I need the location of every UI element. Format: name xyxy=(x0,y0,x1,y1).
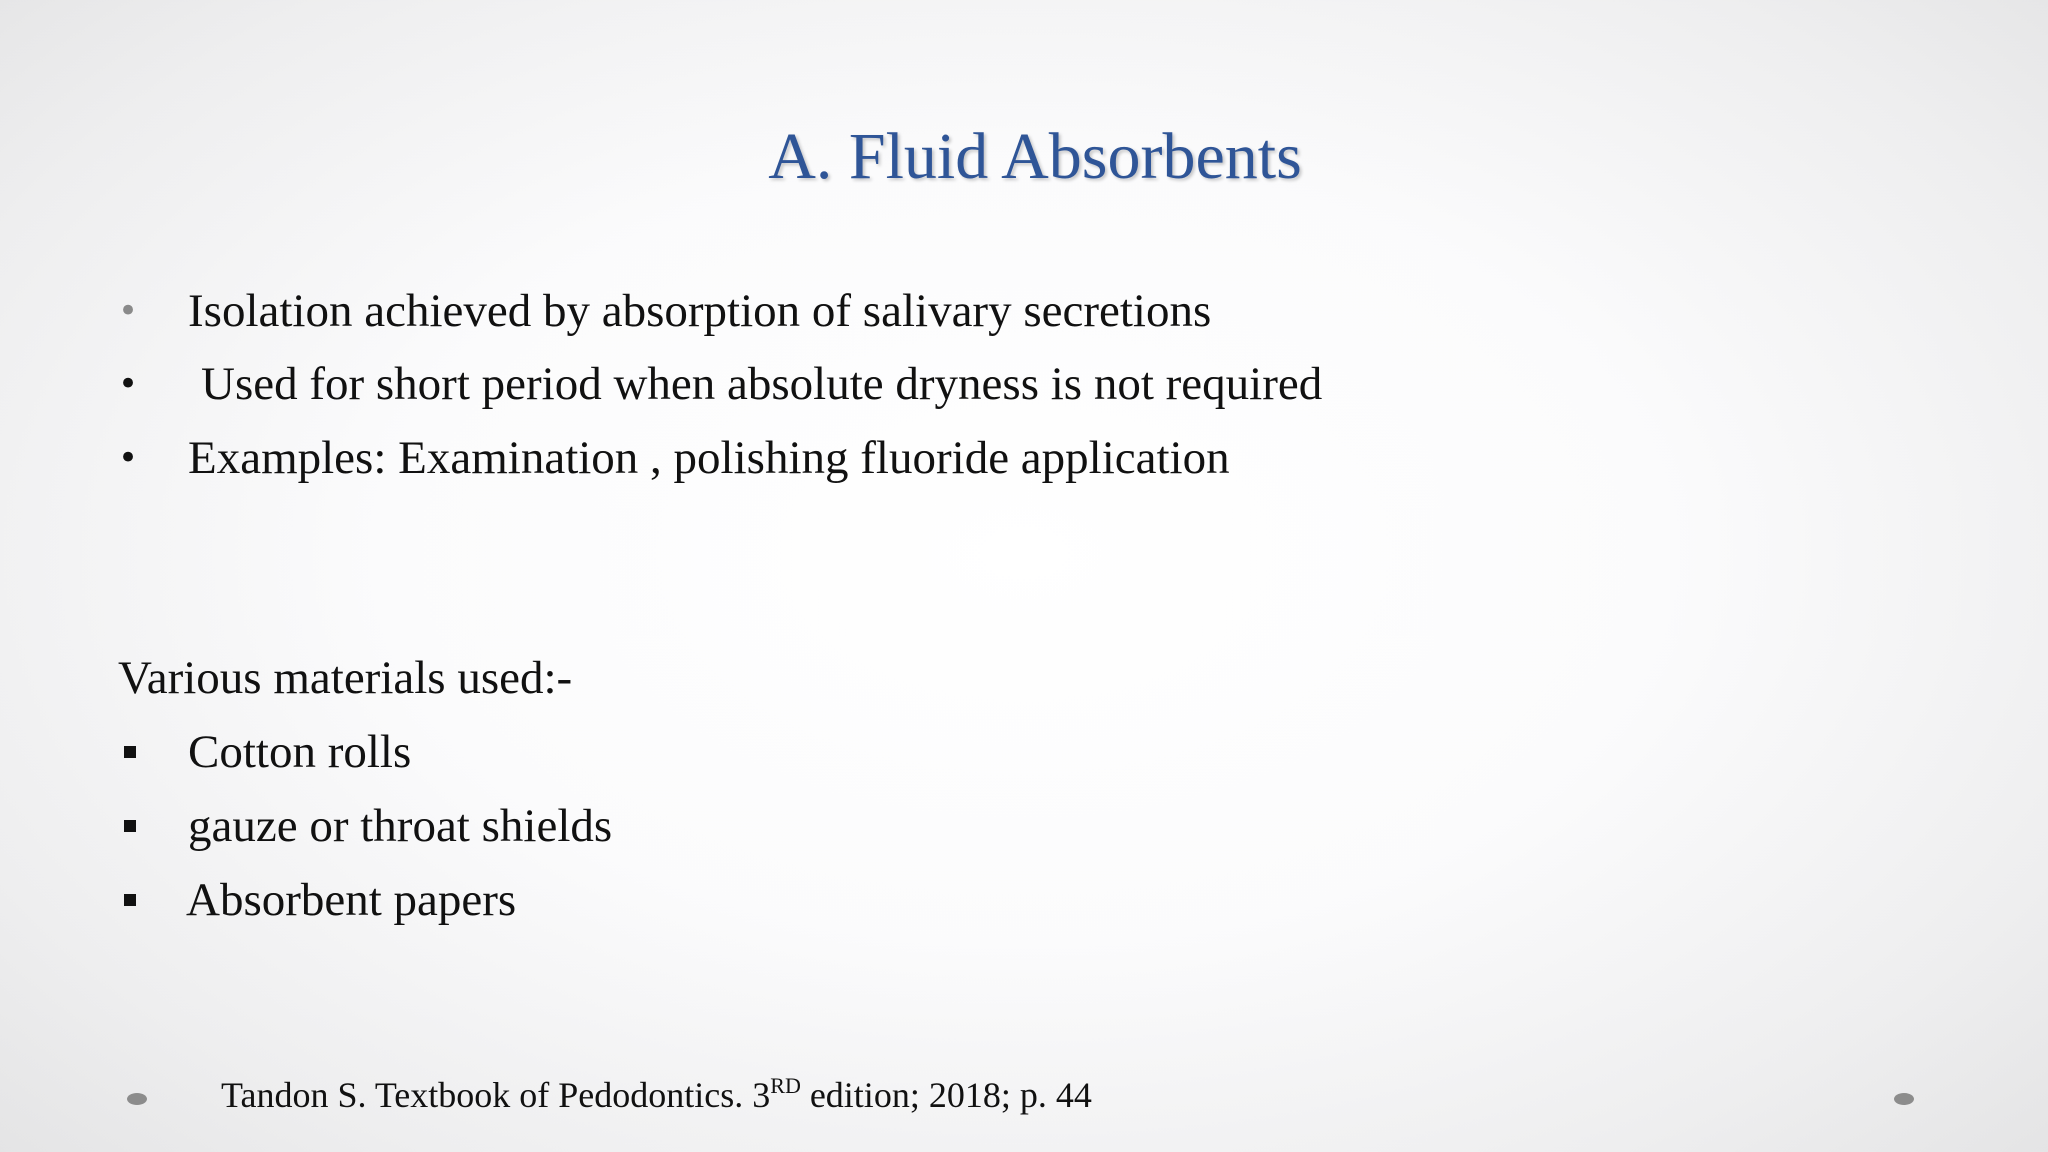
reference-main: Tandon S. Textbook of Pedodontics. 3 xyxy=(221,1075,771,1115)
bullet-item xyxy=(0,281,1600,341)
bullet-text: Used for short period when absolute dryness is not required xyxy=(201,358,1323,410)
material-text: gauze or throat shields xyxy=(188,800,613,852)
bullet-item xyxy=(0,428,1600,488)
bullet-item xyxy=(0,354,1600,414)
bullet-dot-icon: • xyxy=(117,438,139,478)
materials-heading: Various materials used:- xyxy=(118,652,573,704)
reference-superscript: RD xyxy=(770,1073,801,1098)
square-bullet-icon xyxy=(124,746,136,758)
slide-title: A. Fluid Absorbents xyxy=(768,120,1302,193)
bullet-dot-icon: • xyxy=(117,364,139,404)
footer-right-dot-icon xyxy=(1894,1093,1914,1105)
footer-reference xyxy=(221,1072,1092,1118)
bullet-text: Examples: Examination , polishing fluoride application xyxy=(188,432,1230,484)
footer-left-dot-icon xyxy=(127,1093,147,1105)
material-text: Cotton rolls xyxy=(188,726,412,778)
bullet-text: Isolation achieved by absorption of salivary secretions xyxy=(188,285,1212,337)
material-text: Absorbent papers xyxy=(186,874,517,926)
reference-rest: edition; 2018; p. 44 xyxy=(800,1075,1092,1115)
material-item xyxy=(0,870,1600,930)
square-bullet-icon xyxy=(124,894,136,906)
bullet-dot-icon: • xyxy=(117,291,139,331)
material-item xyxy=(0,722,1600,782)
material-item xyxy=(0,796,1600,856)
square-bullet-icon xyxy=(124,820,136,832)
